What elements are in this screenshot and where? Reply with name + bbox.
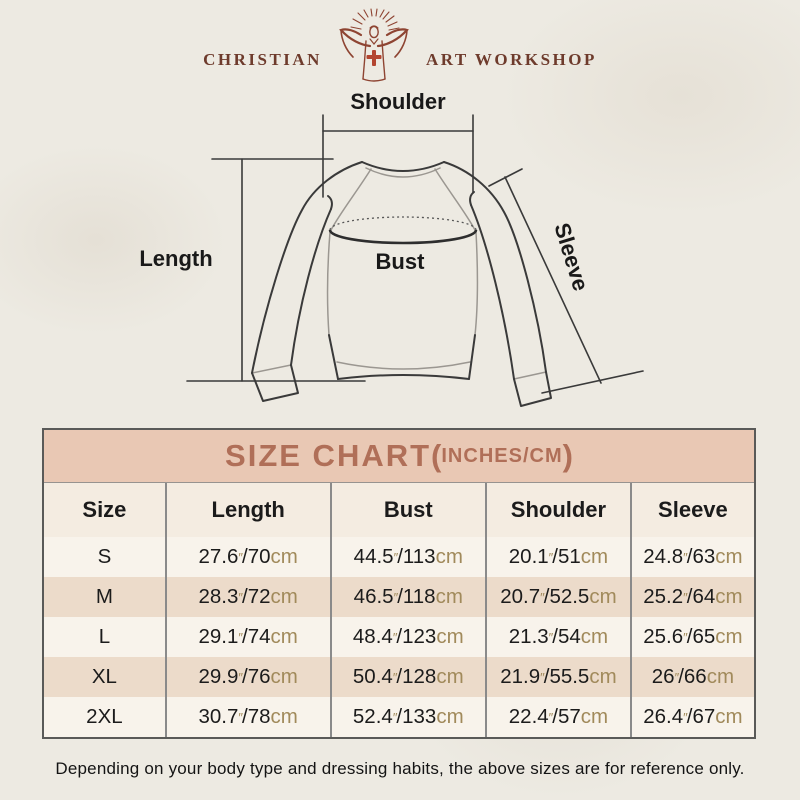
size-label: 2XL — [44, 697, 167, 737]
measurement-cell: 44.5 ″ / 113 cm — [332, 537, 487, 577]
bust-ellipse-dotted — [330, 217, 476, 230]
measurement-cell: 50.4 ″ / 128 cm — [332, 657, 487, 697]
table-row — [44, 697, 754, 737]
column-header-sleeve: Sleeve — [632, 483, 754, 537]
measurement-cell: 25.2 ″ / 64 cm — [643, 585, 743, 608]
measurement-cell: 29.1 ″ / 74 cm — [167, 617, 332, 657]
measurement-cell: 26.4 ″ / 67 cm — [643, 705, 743, 728]
measurement-cell: 21.9 ″ / 55.5 cm — [487, 657, 632, 697]
measurement-cell: 20.7 ″ / 52.5 cm — [487, 577, 632, 617]
measurement-cell: 29.9 ″ / 76 cm — [167, 657, 332, 697]
size-label: XL — [44, 657, 167, 697]
measurement-cell: 25.6 ″ / 65 cm — [643, 625, 743, 648]
bust-ellipse-solid — [330, 230, 476, 243]
measurement-cell: 20.1 ″ / 51 cm — [487, 537, 632, 577]
title-main: SIZE CHART — [225, 438, 432, 473]
title-units: INCHES/CM — [441, 444, 563, 467]
measurement-cell: 26 ″ / 66 cm — [651, 665, 735, 688]
table-row — [44, 577, 754, 617]
column-header-bust: Bust — [332, 483, 487, 537]
table-header-row — [44, 483, 754, 537]
measurement-cell: 24.8 ″ / 63 cm — [643, 545, 743, 568]
diagram-label-shoulder: Shoulder — [350, 89, 446, 114]
measurement-cell: 28.3 ″ / 72 cm — [167, 577, 332, 617]
measurement-cell: 27.6 ″ / 70 cm — [167, 537, 332, 577]
size-label: S — [44, 537, 167, 577]
diagram-label-sleeve: Sleeve — [549, 219, 594, 294]
table-row — [44, 537, 754, 577]
jesus-figure-icon — [328, 8, 420, 91]
measurement-cell: 48.4 ″ / 123 cm — [332, 617, 487, 657]
column-header-shoulder: Shoulder — [487, 483, 632, 537]
cross-icon — [366, 50, 381, 66]
reference-note: Depending on your body type and dressing habits, the above sizes are for reference only. — [55, 759, 745, 778]
measurement-cell: 52.4 ″ / 133 cm — [332, 697, 487, 737]
column-header-length: Length — [167, 483, 332, 537]
measurement-cell: 21.3 ″ / 54 cm — [487, 617, 632, 657]
measurement-cell: 22.4 ″ / 57 cm — [487, 697, 632, 737]
size-chart-table — [42, 428, 756, 739]
diagram-label-bust: Bust — [375, 249, 425, 274]
column-header-size: Size — [44, 483, 167, 537]
measurement-cell: 30.7 ″ / 78 cm — [167, 697, 332, 737]
table-row — [44, 617, 754, 657]
table-row — [44, 657, 754, 697]
size-chart-title: SIZE CHART ( INCHES/CM ) — [44, 430, 754, 483]
diagram-label-length: Length — [139, 246, 213, 271]
brand-logo — [0, 10, 800, 88]
size-label: L — [44, 617, 167, 657]
sweater-measurement-diagram — [0, 85, 800, 430]
size-label: M — [44, 577, 167, 617]
brand-name-right: ART WORKSHOP — [425, 50, 597, 69]
measurement-cell: 46.5 ″ / 118 cm — [332, 577, 487, 617]
brand-name-left: CHRISTIAN — [203, 50, 322, 69]
